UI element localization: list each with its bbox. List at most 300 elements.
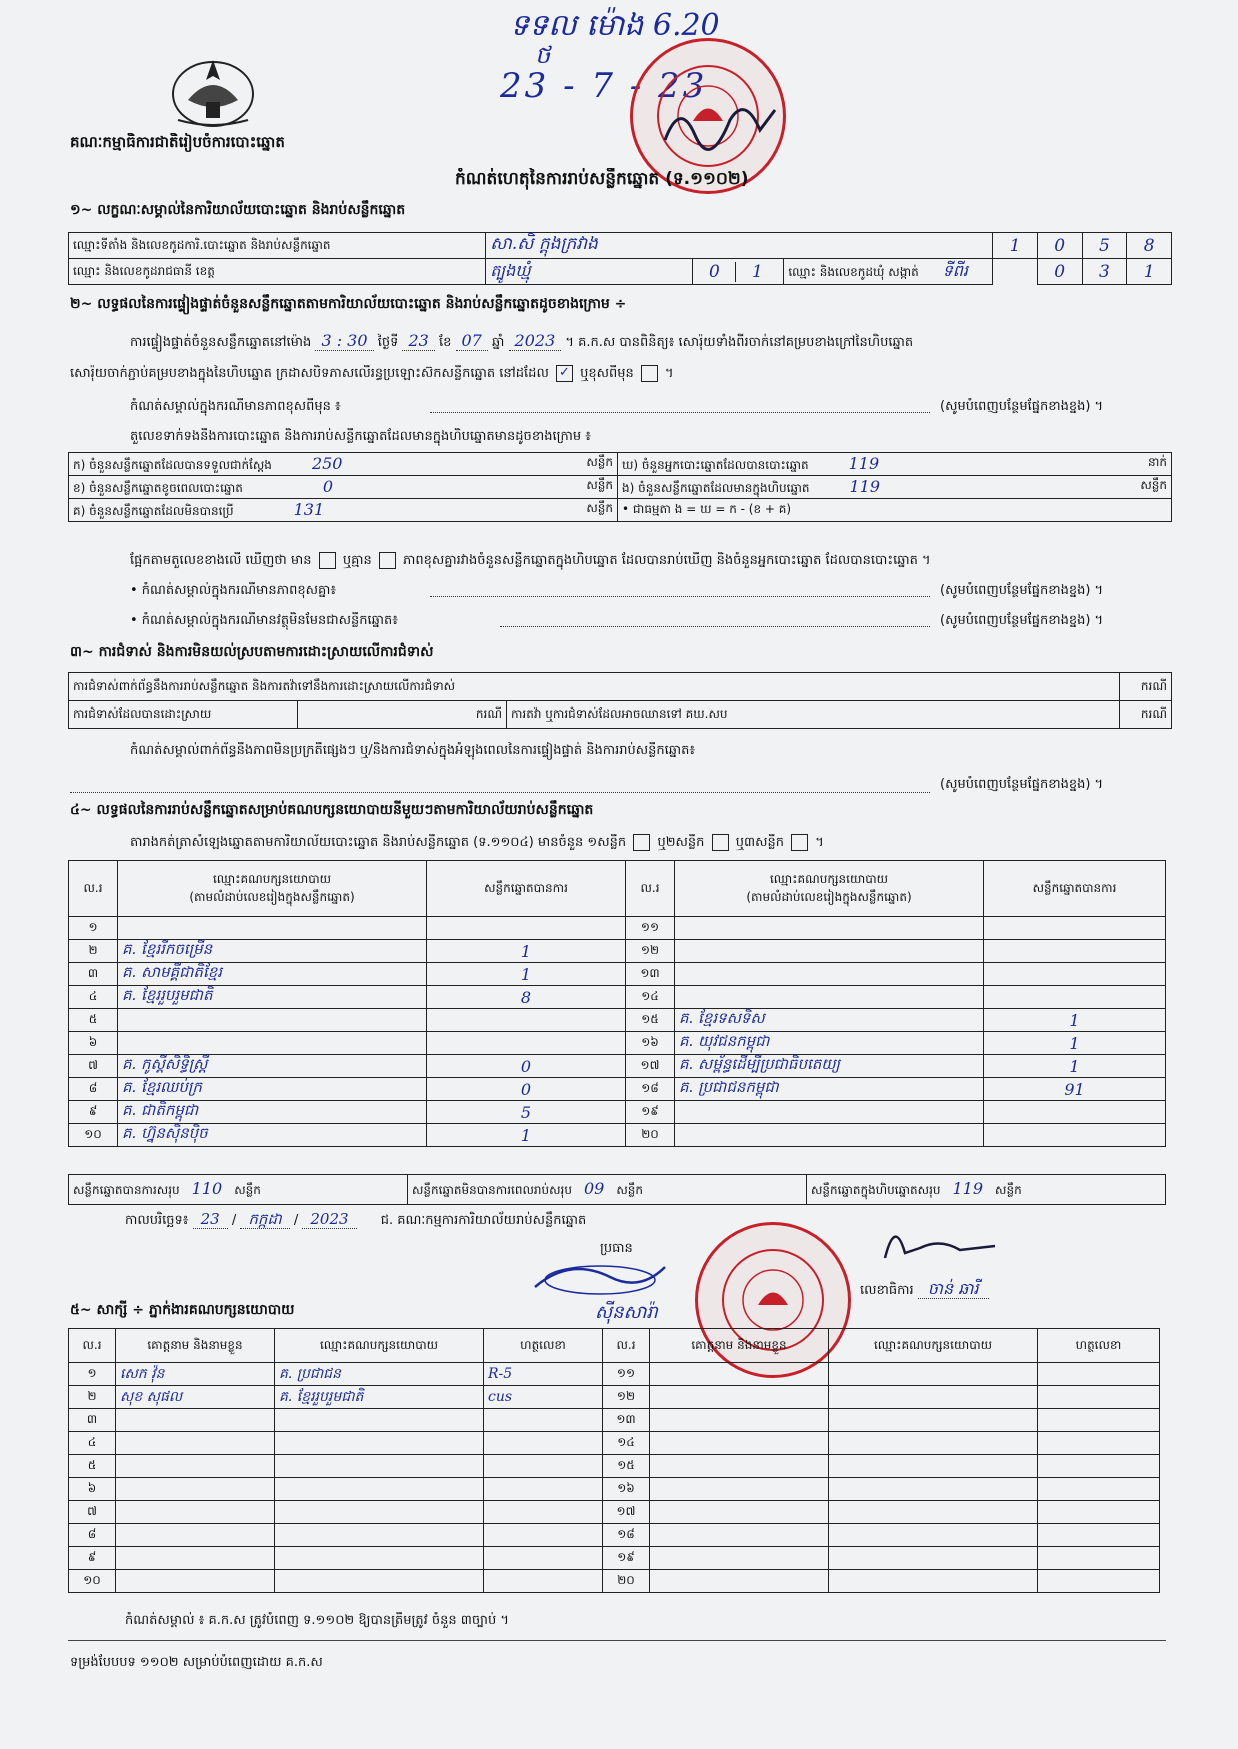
date-year: 2023 (302, 1210, 356, 1229)
figure-label: គ) ចំនួនសន្លឹកឆ្នោតដែលមិនបានប្រើ (73, 503, 234, 518)
row-number: ១៦ (626, 1032, 675, 1055)
totals-table (68, 1174, 1166, 1205)
invalid-total-unit: សន្លឹក (616, 1183, 643, 1197)
party-name (675, 986, 984, 1009)
party-votes: 91 (984, 1078, 1166, 1101)
party-results-body (69, 917, 1166, 1147)
col-votes-header: សន្លឹកឆ្នោតបានការ (984, 861, 1166, 917)
witness-name (116, 1570, 275, 1593)
witness-name (650, 1432, 829, 1455)
table-row (69, 1432, 1160, 1455)
row-number: ២ (69, 1386, 116, 1409)
row-number: ៤ (69, 1432, 116, 1455)
witness-party (275, 1432, 484, 1455)
discrepancy-text: ភាពខុសគ្នារវាងចំនួនសន្លឹកឆ្នោតក្នុងហិបឆ្នោត ដែលបានរាប់ឃើញ និងចំនួនអ្នកបោះឆ្នោត ដែលបានបោះឆ្នោត ។ (403, 553, 931, 568)
table-row (69, 1363, 1160, 1386)
witness-party (829, 1570, 1038, 1593)
col-no-header: ល.រ (69, 861, 118, 917)
witness-signature (1038, 1455, 1160, 1478)
party-name: គ. សម្ព័ន្ធដើម្បីប្រជាធិបតេយ្យ (675, 1055, 984, 1078)
figure-value: 0 (322, 476, 334, 496)
party-name (675, 1124, 984, 1147)
row-number: ៥ (69, 1009, 118, 1032)
party-name: គ. ជាតិកម្ពុជា (118, 1101, 427, 1124)
col-party-header (675, 861, 984, 917)
party-name: គ. ប្រជាជនកម្ពុជា (675, 1078, 984, 1101)
section5-title: ៥~ សាក្សី ÷ ភ្នាក់ងារគណបក្សនយោបាយ (70, 1302, 295, 1318)
table-row (69, 1570, 1160, 1593)
row-number: ៩ (69, 1101, 118, 1124)
party-name (118, 917, 427, 940)
party-name (675, 917, 984, 940)
figure-unit: សន្លឹក (586, 454, 613, 469)
chair-name: ស៊ីនសារ៉ា (595, 1302, 658, 1323)
witness-party (829, 1432, 1038, 1455)
nec-emblem-icon (168, 50, 258, 130)
escalated-unit: ករណី (1119, 701, 1171, 729)
witness-signature (484, 1570, 603, 1593)
party-name: គ. ខ្មែរឈប់ក្រ (118, 1078, 427, 1101)
commune-value: ទីពីរ (942, 260, 968, 280)
row-number: ២០ (626, 1124, 675, 1147)
secretary-label: លេខាធិការ (860, 1283, 914, 1298)
witness-signature (1038, 1363, 1160, 1386)
row-number: ៦ (69, 1478, 116, 1501)
has-difference-checkbox[interactable] (319, 552, 336, 569)
row-number: ១៥ (603, 1455, 650, 1478)
table-row (69, 1386, 1160, 1409)
signature-top (660, 90, 780, 170)
party-votes: 1 (984, 1009, 1166, 1032)
row-number: ១៤ (626, 986, 675, 1009)
row-number: ១៩ (603, 1547, 650, 1570)
row-number: ៧ (69, 1055, 118, 1078)
party-votes: 0 (427, 1078, 626, 1101)
figure-unit: សន្លឹក (586, 500, 613, 515)
commune-code-digit: 1 (1127, 259, 1172, 285)
province-label: ឈ្មោះ និងលេខកូដរាជធានី ខេត្ត (69, 259, 486, 285)
row-number: ១១ (626, 917, 675, 940)
row-number: ១ (69, 1363, 116, 1386)
committee-name: គណៈកម្មាធិការជាតិរៀបចំការបោះឆ្នោត (70, 133, 285, 151)
table-row (69, 1547, 1160, 1570)
figures-intro: តួលេខទាក់ទងនឹងការបោះឆ្នោត និងការរាប់សន្លឹកឆ្នោតដែលមានក្នុងហិបឆ្នោតមានដូចខាងក្រោម ៖ (130, 429, 591, 444)
party-votes: 1 (984, 1032, 1166, 1055)
witness-name: សុខ សុផល (116, 1386, 275, 1409)
received-time-note: ទទល ម៉ោង 6.20 (510, 8, 720, 43)
copies-note: កំណត់សម្គាល់ ៖ គ.ក.ស ត្រូវបំពេញ ទ.១១០២ ឱ្យបានត្រឹមត្រូវ ចំនួន ៣ច្បាប់ ។ (125, 1613, 509, 1628)
witness-name (650, 1386, 829, 1409)
discrepancy-text: ឬគ្មាន (342, 553, 372, 568)
commune-code-digit: 3 (1082, 259, 1127, 285)
three-sheets-checkbox[interactable] (791, 834, 808, 851)
fill-more-note: (សូមបំពេញបន្ថែមផ្នែកខាងខ្នង) ។ (940, 399, 1104, 414)
row-number: ១ (69, 917, 118, 940)
province-code-digit: 1 (752, 261, 763, 282)
witness-name (650, 1363, 829, 1386)
date-line: កាលបរិច្ឆេទ៖ 23 / កក្កដា / 2023 ជ. គណៈកម្មការការិយាល័យរាប់សន្លឹកឆ្នោត (125, 1210, 587, 1228)
row-number: ៨ (69, 1524, 116, 1547)
tally-sheet-paragraph (130, 834, 824, 853)
witness-name (116, 1409, 275, 1432)
witness-signature (484, 1478, 603, 1501)
party-votes (984, 940, 1166, 963)
form-title: កំណត់ហេតុនៃការរាប់សន្លឹកឆ្នោត (ទ.១១០២) (455, 169, 749, 189)
foreign-object-note-line (500, 626, 930, 627)
row-number: ១០ (69, 1570, 116, 1593)
verification-paragraph (130, 331, 913, 353)
col-no-header: ល.រ (626, 861, 675, 917)
chair-signature (530, 1252, 670, 1306)
valid-total-label: សន្លឹកឆ្នោតបានការសរុប (73, 1183, 180, 1197)
party-votes: 1 (427, 940, 626, 963)
fill-more-note: (សូមបំពេញបន្ថែមផ្នែកខាងខ្នង) ។ (940, 583, 1104, 598)
verification-text: ឆ្នាំ (492, 335, 505, 350)
figure-unit: នាក់ (1147, 454, 1167, 469)
verification-text: ថ្ងៃទី (377, 335, 399, 350)
section1-title: ១~ លក្ខណៈសម្គាល់នៃការិយាល័យបោះឆ្នោត និងរាប់សន្លឹកឆ្នោត (70, 202, 406, 218)
witness-name (650, 1524, 829, 1547)
row-number: ១៤ (603, 1432, 650, 1455)
row-number: ៥ (69, 1455, 116, 1478)
party-votes: 1 (427, 963, 626, 986)
row-number: ១២ (626, 940, 675, 963)
row-number: ៤ (69, 986, 118, 1009)
witness-name (650, 1455, 829, 1478)
witness-body (69, 1363, 1160, 1593)
station-code-digit: 5 (1082, 233, 1127, 259)
invalid-total-value: 09 (583, 1179, 605, 1198)
witness-signature: R-5 (484, 1363, 603, 1386)
received-date-note: 23 - 7 - 23 (500, 66, 708, 106)
witness-party (829, 1547, 1038, 1570)
witness-signature (484, 1409, 603, 1432)
witness-signature (484, 1432, 603, 1455)
witness-party (275, 1501, 484, 1524)
party-votes: 8 (427, 986, 626, 1009)
col-name-header: គោត្តនាម និងនាមខ្លួន (650, 1329, 829, 1363)
witness-party (829, 1455, 1038, 1478)
party-votes: 1 (427, 1124, 626, 1147)
seal-check-text: សោរ៉ុយចាក់ភ្ជាប់គម្របខាងក្នុងនៃហិបឆ្នោត ក្រដាសបិទភាសលើរន្ធប្រឡោះស៊កសន្លឹកឆ្នោត នៅដដែល (70, 366, 549, 381)
party-name (118, 1032, 427, 1055)
col-votes-header: សន្លឹកឆ្នោតបានការ (427, 861, 626, 917)
row-number: ២០ (603, 1570, 650, 1593)
witness-signature: cus (484, 1386, 603, 1409)
date-month: កក្កដា (240, 1210, 289, 1229)
party-name: គ. កូស្តីសិទ្ធិស្ត្រី (118, 1055, 427, 1078)
complaints-label: ការជំទាស់ពាក់ព័ន្ធនឹងការរាប់សន្លឹកឆ្នោត និងការតវ៉ាទៅនឹងការដោះស្រាយលើការជំទាស់ (69, 673, 1120, 701)
party-votes (427, 917, 626, 940)
witness-party (275, 1478, 484, 1501)
tally-sheet-text: ឬ៣សន្លឹក (735, 835, 784, 850)
one-sheet-checkbox[interactable] (633, 834, 650, 851)
station-name-value: សា.សិ ក្ដុងក្រវាង (486, 233, 993, 259)
discrepancy-paragraph (130, 552, 931, 571)
irregularity-note: កំណត់សម្គាល់ពាក់ព័ន្ធនឹងភាពមិនប្រក្រតីផ្សេងៗ ឬ/និងការជំទាស់ក្នុងអំឡុងពេលនៃការផ្ទៀងផ្ទាត់ និងការរាប់សន្លឹកឆ្នោត៖ (130, 743, 696, 758)
witness-name (650, 1478, 829, 1501)
witness-name (116, 1501, 275, 1524)
party-header-sub: (តាមលំដាប់លេខរៀងក្នុងសន្លឹកឆ្នោត) (746, 889, 912, 904)
witness-signature (1038, 1570, 1160, 1593)
verification-text: ។ គ.ក.ស បានពិនិត្យ៖ សោរ៉ុយទាំងពីរចាក់នៅគម្របខាងក្រៅនៃហិបឆ្នោត (565, 335, 914, 350)
witness-signature (1038, 1501, 1160, 1524)
chair-label: ប្រធាន (600, 1241, 633, 1256)
witness-name (650, 1409, 829, 1432)
figure-label: ឃ) ចំនួនអ្នកបោះឆ្នោតដែលបានបោះឆ្នោត (622, 457, 809, 472)
discrepancy-note-line (430, 596, 930, 597)
col-no-header: ល.រ (603, 1329, 650, 1363)
resolved-label: ការជំទាស់ដែលបានដោះស្រាយ (69, 701, 298, 729)
witness-signature (1038, 1524, 1160, 1547)
form-footer: ទម្រង់បែបបទ ១១០២ សម្រាប់បំពេញដោយ គ.ក.ស (70, 1655, 323, 1670)
witness-party: គ. ខ្មែររួបរួមជាតិ (275, 1386, 484, 1409)
secretary-name: ចាន់ ឆារី (918, 1279, 989, 1299)
difference-note-line (430, 412, 930, 413)
row-number: ១៥ (626, 1009, 675, 1032)
witness-name (650, 1570, 829, 1593)
complaints-table (68, 672, 1172, 729)
box-total-label: សន្លឹកឆ្នោតក្នុងហិបឆ្នោតសរុប (811, 1183, 941, 1197)
party-votes: 5 (427, 1101, 626, 1124)
witness-name (116, 1547, 275, 1570)
figure-unit: សន្លឹក (1140, 477, 1167, 492)
witness-party: គ. ប្រជាជន (275, 1363, 484, 1386)
row-number: ៨ (69, 1078, 118, 1101)
complaints-unit: ករណី (1119, 673, 1171, 701)
commune-code-digit: 0 (1037, 259, 1082, 285)
party-name: គ. យុវជនកម្ពុជា (675, 1032, 984, 1055)
witness-party (829, 1524, 1038, 1547)
row-number: ៧ (69, 1501, 116, 1524)
table-row (69, 1409, 1160, 1432)
verification-time: 3 : 30 (315, 331, 373, 351)
two-sheets-checkbox[interactable] (712, 834, 729, 851)
row-number: ១៨ (603, 1524, 650, 1547)
party-name (118, 1009, 427, 1032)
party-name: គ. ខ្មែររីកចម្រើន (118, 940, 427, 963)
province-value: ត្បូងឃ្មុំ (486, 259, 693, 285)
figure-value: 250 (311, 453, 343, 473)
table-row (69, 1124, 1166, 1147)
valid-total-unit: សន្លឹក (234, 1183, 261, 1197)
witness-party (829, 1409, 1038, 1432)
table-row (69, 1078, 1166, 1101)
row-number: ១១ (603, 1363, 650, 1386)
party-name: គ. ខ្មែរទសទិស (675, 1009, 984, 1032)
witness-name (116, 1432, 275, 1455)
secretary-signature (880, 1218, 1000, 1272)
witness-name (650, 1501, 829, 1524)
section3-title: ៣~ ការជំទាស់ និងការមិនយល់ស្របតាមការដោះស្រាយលើការជំទាស់ (70, 644, 434, 660)
party-votes: 1 (984, 1055, 1166, 1078)
same-checkbox[interactable]: ✓ (556, 365, 573, 382)
row-number: ១៣ (626, 963, 675, 986)
party-votes (984, 1124, 1166, 1147)
row-number: ១៧ (603, 1501, 650, 1524)
no-difference-checkbox[interactable] (379, 552, 396, 569)
row-number: ២ (69, 940, 118, 963)
witness-party (829, 1501, 1038, 1524)
figure-label: ង) ចំនួនសន្លឹកឆ្នោតដែលមានក្នុងហិបឆ្នោត (622, 480, 810, 495)
row-number: ៦ (69, 1032, 118, 1055)
witness-party (275, 1547, 484, 1570)
resolved-unit: ករណី (298, 701, 507, 729)
party-name (675, 963, 984, 986)
verification-year: 2023 (509, 331, 562, 351)
ballot-figures-table (68, 452, 1172, 522)
valid-total-value: 110 (191, 1179, 223, 1198)
witness-party (829, 1363, 1038, 1386)
table-row (69, 1524, 1160, 1547)
section2-title: ២~ លទ្ធផលនៃការផ្ទៀងផ្ទាត់ចំនួនសន្លឹកឆ្នោតតាមការិយាល័យបោះឆ្នោត និងរាប់សន្លឹកឆ្នោតដូចខាងក្រោម ÷ (70, 296, 627, 312)
row-number: ៣ (69, 963, 118, 986)
witness-table (68, 1328, 1160, 1593)
different-checkbox[interactable] (641, 365, 658, 382)
row-number: ១៨ (626, 1078, 675, 1101)
fill-more-note: (សូមបំពេញបន្ថែមផ្នែកខាងខ្នង) ។ (940, 613, 1104, 628)
received-mark-note: ថ (535, 41, 551, 69)
footer-divider (68, 1640, 1166, 1641)
date-label: កាលបរិច្ឆេទ៖ (125, 1213, 189, 1228)
witness-signature (1038, 1478, 1160, 1501)
party-header-sub: (តាមលំដាប់លេខរៀងក្នុងសន្លឹកឆ្នោត) (189, 889, 355, 904)
verification-text: ខែ (438, 335, 452, 350)
witness-party (275, 1455, 484, 1478)
party-name (675, 1101, 984, 1124)
witness-signature (484, 1547, 603, 1570)
seal-check-text: ។ (665, 366, 674, 381)
figure-value: 119 (848, 453, 880, 473)
irregularity-note-line (70, 792, 930, 793)
party-votes (984, 963, 1166, 986)
figure-value: 131 (293, 499, 325, 519)
table-row (69, 917, 1166, 940)
witness-signature (1038, 1432, 1160, 1455)
row-number: ១០ (69, 1124, 118, 1147)
section4-title: ៤~ លទ្ធផលនៃការរាប់សន្លឹកឆ្នោតសម្រាប់គណបក្សនយោបាយនីមួយៗតាមការិយាល័យរាប់សន្លឹកឆ្នោត (70, 802, 594, 818)
col-party-header: ឈ្មោះគណបក្សនយោបាយ (275, 1329, 484, 1363)
party-votes (984, 1101, 1166, 1124)
table-row (69, 1501, 1160, 1524)
witness-party (275, 1524, 484, 1547)
row-number: ១២ (603, 1386, 650, 1409)
row-number: ១៧ (626, 1055, 675, 1078)
party-name: គ. ខ្មែររួបរួមជាតិ (118, 986, 427, 1009)
witness-party (275, 1570, 484, 1593)
witness-signature (484, 1524, 603, 1547)
witness-name (116, 1455, 275, 1478)
table-row (69, 963, 1166, 986)
party-name (675, 940, 984, 963)
party-votes: 0 (427, 1055, 626, 1078)
witness-party (829, 1386, 1038, 1409)
figure-label: ក) ចំនួនសន្លឹកឆ្នោតដែលបានទទួលជាក់ស្តែង (73, 457, 272, 472)
discrepancy-note: • កំណត់សម្គាល់ក្នុងករណីមានភាពខុសគ្នា៖ (130, 583, 337, 598)
col-party-header (118, 861, 427, 917)
table-row (69, 1101, 1166, 1124)
witness-signature (1038, 1547, 1160, 1570)
difference-note-label: កំណត់សម្គាល់ក្នុងករណីមានភាពខុសពីមុន ៖ (130, 399, 341, 414)
witness-signature (484, 1501, 603, 1524)
witness-signature (1038, 1386, 1160, 1409)
party-name: គ. សាមគ្គីជាតិខ្មែរ (118, 963, 427, 986)
col-no-header: ល.រ (69, 1329, 116, 1363)
witness-name (116, 1524, 275, 1547)
witness-party (829, 1478, 1038, 1501)
witness-party (275, 1409, 484, 1432)
party-votes (427, 1009, 626, 1032)
difference-note (130, 398, 930, 417)
box-total-unit: សន្លឹក (995, 1183, 1022, 1197)
seal-check-paragraph (70, 365, 674, 384)
col-name-header: គោត្តនាម និងនាមខ្លួន (116, 1329, 275, 1363)
verification-day: 23 (402, 331, 434, 351)
escalated-label: ការតវ៉ា ឬការជំទាស់ដែលអាចឈានទៅ គឃ.សប (507, 701, 1120, 729)
party-votes (427, 1032, 626, 1055)
tally-sheet-text: ឬ២សន្លឹក (657, 835, 705, 850)
committee-sign-label: ជ. គណៈកម្មការការិយាល័យរាប់សន្លឹកឆ្នោត (380, 1213, 587, 1228)
col-party-header: ឈ្មោះគណបក្សនយោបាយ (829, 1329, 1038, 1363)
figure-label: ខ) ចំនួនសន្លឹកឆ្នោតខូចពេលបោះឆ្នោត (73, 480, 243, 495)
date-day: 23 (193, 1210, 228, 1229)
table-row (69, 1478, 1160, 1501)
table-row (69, 1455, 1160, 1478)
table-row (69, 1009, 1166, 1032)
table-row (69, 1055, 1166, 1078)
province-code-digit: 0 (693, 262, 736, 282)
box-total-value: 119 (952, 1179, 984, 1198)
party-header-text: ឈ្មោះគណបក្សនយោបាយ (769, 871, 889, 886)
station-code-digit: 8 (1127, 233, 1172, 259)
party-votes (984, 917, 1166, 940)
discrepancy-text: ផ្អែកតាមតួលេខខាងលើ ឃើញថា មាន (130, 553, 312, 568)
col-sign-header: ហត្ថលេខា (1038, 1329, 1160, 1363)
commune-label: ឈ្មោះ និងលេខកូដឃុំ សង្កាត់ (788, 264, 919, 279)
party-votes (984, 986, 1166, 1009)
table-row (69, 986, 1166, 1009)
station-code-digit: 0 (1037, 233, 1082, 259)
party-header-text: ឈ្មោះគណបក្សនយោបាយ (212, 871, 332, 886)
witness-signature (484, 1455, 603, 1478)
tally-sheet-text: ។ (815, 835, 824, 850)
seal-check-text: ឬខុសពីមុន (580, 366, 634, 381)
party-name: គ. ហ្វ៊ុនស៊ិនប៉ិច (118, 1124, 427, 1147)
secretary-line (860, 1278, 989, 1302)
table-row (69, 1032, 1166, 1055)
table-row (69, 940, 1166, 963)
verification-text: ការផ្ទៀងផ្ទាត់ចំនួនសន្លឹកឆ្នោតនៅម៉ោង (130, 335, 312, 350)
station-name-label: ឈ្មោះទីតាំង និងលេខកូដការិ.បោះឆ្នោត និងរាប់សន្លឹកឆ្នោត (69, 233, 486, 259)
row-number: ១៣ (603, 1409, 650, 1432)
witness-name (650, 1547, 829, 1570)
row-number: ៩ (69, 1547, 116, 1570)
witness-signature (1038, 1409, 1160, 1432)
row-number: ១៦ (603, 1478, 650, 1501)
figure-value: 119 (849, 476, 881, 496)
formula-note: • ជាធម្មតា ង = ឃ = ក - (ខ + គ) (622, 502, 792, 516)
station-code-digit: 1 (993, 233, 1038, 259)
invalid-total-label: សន្លឹកឆ្នោតមិនបានការពេលរាប់សរុប (412, 1183, 572, 1197)
figure-unit: សន្លឹក (586, 477, 613, 492)
witness-name: សេក វ៉ុន (116, 1363, 275, 1386)
party-results-table (68, 860, 1166, 1147)
verification-month: 07 (456, 331, 488, 351)
col-sign-header: ហត្ថលេខា (484, 1329, 603, 1363)
row-number: ៣ (69, 1409, 116, 1432)
foreign-object-note: • កំណត់សម្គាល់ក្នុងករណីមានវត្ថុមិនមែនជាសន្លឹកឆ្នោត៖ (130, 613, 398, 628)
witness-name (116, 1478, 275, 1501)
